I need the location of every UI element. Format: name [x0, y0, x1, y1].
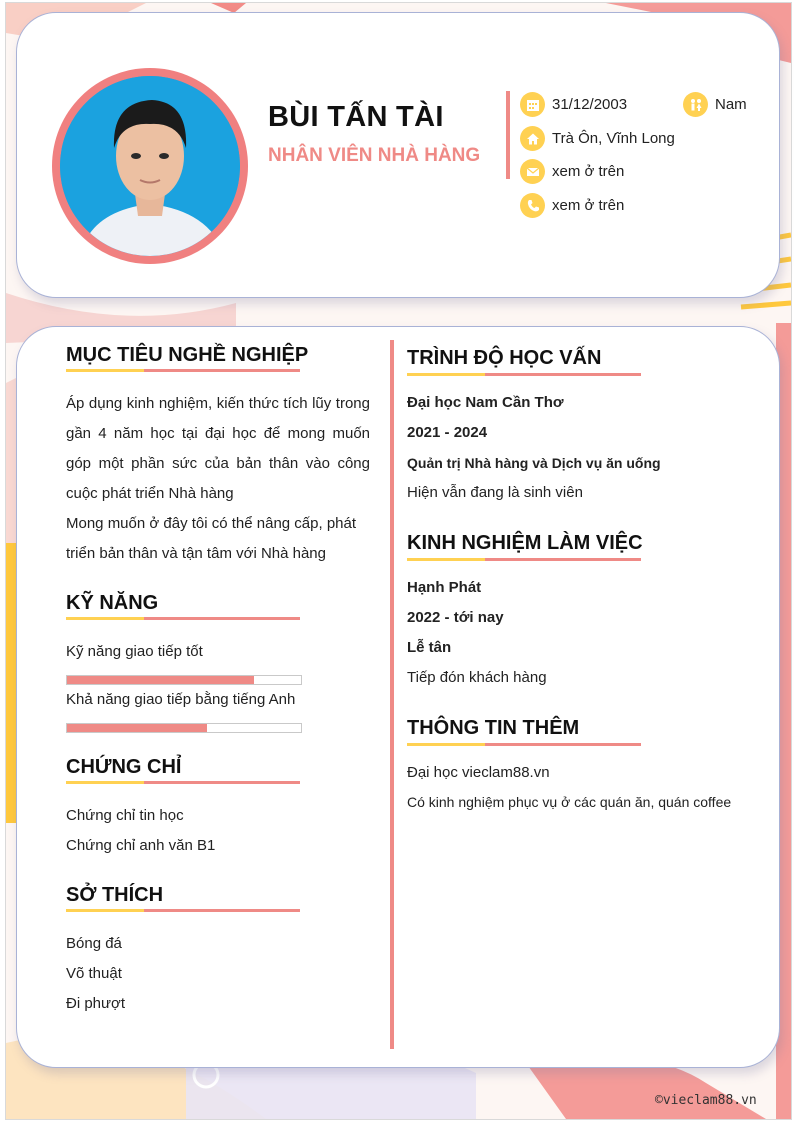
skill-fill-2 — [67, 724, 207, 732]
certificate-item-2: Chứng chỉ anh văn B1 — [66, 837, 216, 854]
additional-item-1: Đại học vieclam88.vn — [407, 764, 550, 781]
objective-paragraph-1: Áp dụng kinh nghiệm, kiến thức tích lũy trong gần 4 năm học tại đại học để mong muốn góp một phần sức của bản thân vào công cuộc phát triển Nhà hàng — [66, 395, 370, 502]
email-value: xem ở trên — [552, 163, 625, 180]
contact-phone — [520, 193, 624, 218]
hobby-item-3: Đi phượt — [66, 995, 126, 1012]
gender-icon — [683, 92, 708, 117]
skill-fill-1 — [67, 676, 254, 684]
experience-description: Tiếp đón khách hàng — [407, 669, 547, 686]
additional-underline — [407, 743, 641, 746]
gender-value: Nam — [715, 96, 747, 113]
watermark: ©vieclam88.vn — [655, 1093, 757, 1108]
profile-photo — [60, 76, 240, 256]
hobby-item-1: Bóng đá — [66, 935, 122, 952]
skill-label-2: Khả năng giao tiếp bằng tiếng Anh — [66, 691, 296, 708]
experience-underline — [407, 558, 641, 561]
dob-value: 31/12/2003 — [552, 96, 628, 113]
certificates-underline — [66, 781, 300, 784]
experience-position: Lễ tân — [407, 639, 452, 656]
objective-title: MỤC TIÊU NGHỀ NGHIỆP — [66, 344, 309, 366]
objective-underline — [66, 369, 300, 372]
column-divider — [390, 340, 394, 1049]
portrait-illustration — [60, 76, 240, 256]
address-value: Trà Ôn, Vĩnh Long — [552, 130, 675, 147]
certificates-title: CHỨNG CHỈ — [66, 756, 182, 778]
contact-gender — [683, 92, 747, 117]
mail-icon — [520, 159, 545, 184]
contact-divider — [506, 91, 510, 179]
education-period: 2021 - 2024 — [407, 424, 488, 441]
phone-icon — [520, 193, 545, 218]
education-school: Đại học Nam Cần Thơ — [407, 394, 564, 411]
phone-value: xem ở trên — [552, 197, 625, 214]
education-note: Hiện vẫn đang là sinh viên — [407, 484, 583, 501]
job-title: NHÂN VIÊN NHÀ HÀNG — [268, 145, 481, 166]
education-major: Quản trị Nhà hàng và Dịch vụ ăn uống — [407, 455, 661, 471]
education-title: TRÌNH ĐỘ HỌC VẤN — [407, 347, 602, 369]
hobbies-title: SỞ THÍCH — [66, 884, 164, 906]
education-underline — [407, 373, 641, 376]
experience-company: Hạnh Phát — [407, 579, 482, 596]
contact-address — [520, 126, 675, 151]
experience-title: KINH NGHIỆM LÀM VIỆC — [407, 532, 643, 554]
additional-title: THÔNG TIN THÊM — [407, 717, 580, 739]
contact-dob — [520, 92, 627, 117]
certificate-item-1: Chứng chỉ tin học — [66, 807, 184, 824]
skill-bar-1 — [66, 675, 302, 685]
skill-label-1: Kỹ năng giao tiếp tốt — [66, 643, 203, 660]
home-icon — [520, 126, 545, 151]
hobby-item-2: Võ thuật — [66, 965, 122, 982]
additional-item-2: Có kinh nghiệm phục vụ ở các quán ăn, quán coffee — [407, 794, 732, 810]
objective-paragraph-2: Mong muốn ở đây tôi có thể nâng cấp, phát triển bản thân và tận tâm với Nhà hàng — [66, 515, 357, 562]
contact-email — [520, 159, 624, 184]
hobbies-underline — [66, 909, 300, 912]
skills-underline — [66, 617, 300, 620]
calendar-icon — [520, 92, 545, 117]
experience-period: 2022 - tới nay — [407, 609, 504, 626]
skill-bar-2 — [66, 723, 302, 733]
candidate-name: BÙI TẤN TÀI — [268, 101, 444, 133]
avatar — [52, 68, 248, 264]
skills-title: KỸ NĂNG — [66, 592, 159, 614]
